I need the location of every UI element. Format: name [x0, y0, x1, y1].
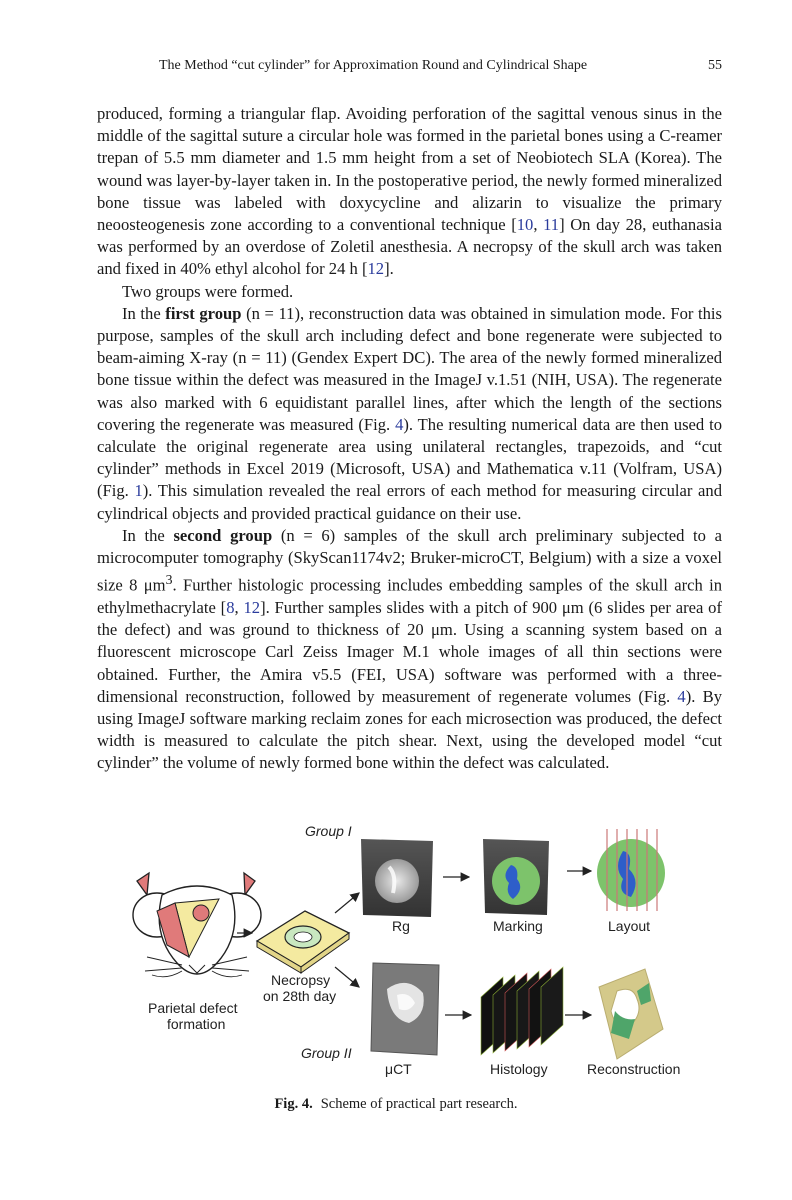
uct-label: μCT [385, 1061, 412, 1077]
uct-image [371, 963, 439, 1055]
text-run: In the [122, 303, 166, 323]
layout-label: Layout [608, 918, 651, 934]
running-header [97, 58, 722, 80]
marking-image [483, 839, 549, 915]
citation-link[interactable]: 8 [226, 598, 235, 617]
paragraph-3 [97, 303, 722, 525]
text-run: ). By using ImageJ software marking reclaim zones for each microsection was produced, the defect width is measured to calculate the pitch shear. Next, using the developed model “cut cylinder” the volume of newly formed bone within the defect was calculated. [97, 686, 722, 773]
figure-4 [97, 815, 722, 1095]
running-title: The Method “cut cylinder” for Approximation Round and Cylindrical Shape [159, 58, 588, 73]
layout-image [597, 829, 665, 911]
rat-head-illustration [133, 873, 261, 977]
page-number: 55 [708, 58, 722, 73]
caption-text: Scheme of practical part research. [320, 1096, 518, 1112]
parietal-defect-label: Parietal defect [148, 1000, 238, 1016]
bold-term: first group [165, 303, 242, 323]
figure-link[interactable]: 4 [677, 686, 686, 706]
citation-link[interactable]: 12 [367, 259, 385, 279]
text-run: , [533, 215, 544, 235]
histology-image [481, 967, 563, 1055]
scheme-diagram [97, 815, 722, 1095]
group-2-label: Group II [301, 1045, 352, 1061]
rg-xray-image [361, 839, 433, 917]
text-run: ]. [384, 259, 394, 279]
reconstruction-label: Reconstruction [587, 1061, 681, 1077]
text-run: , [234, 598, 244, 617]
arrow [335, 893, 359, 913]
necropsy-day-label: on 28th day [263, 988, 337, 1004]
group-1-label: Group I [305, 823, 352, 839]
paragraph-1 [97, 103, 722, 281]
arrow [335, 967, 359, 987]
parietal-formation-label: formation [167, 1016, 226, 1032]
rg-label: Rg [392, 918, 410, 934]
text-run: (n = 11), reconstruction data was obtained in simulation mode. For this purpose, samples of the skull arch including defect and bone regenerate were subjected to beam-aiming X-ray (n = 11) (Gendex Expert DC). The area of the newly formed mineralized bone tissue within the defect was measured in the ImageJ v.1.51 (NIH, USA). The regenerate was also marked with 6 equidistant parallel lines, after which the length of the sections covering the regenerate was measured (Fig. [97, 303, 722, 434]
body-text [97, 103, 722, 775]
paragraph-4 [97, 525, 722, 775]
figure-caption [0, 1096, 792, 1113]
citation-link[interactable]: 12 [243, 598, 261, 617]
histology-label: Histology [490, 1061, 548, 1077]
bone-flap-illustration [257, 911, 349, 973]
figure-link[interactable]: 1 [134, 481, 143, 501]
citation-link[interactable]: 11 [543, 215, 560, 235]
text-run: ]. Further samples slides with a pitch of 900 μm (6 slides per area of the defect) and was ground to thickness of 20 μm. Using a scanning system based on a fluorescent microscope Carl Zeiss Imager M.1 whole images of all thin sections were obtained. Further, the Amira v5.5 (FEI, USA) software was performed with a three-dimensional reconstruction, followed by measurement of regenerate volumes (Fig. [97, 598, 722, 706]
text-run: In the [122, 525, 174, 545]
necropsy-label: Necropsy [271, 972, 331, 988]
citation-link[interactable]: 10 [516, 215, 534, 235]
text-run: produced, forming a triangular flap. Avoiding perforation of the sagittal venous sinus in the middle of the sagittal suture a circular hole was formed in the parietal bones using a C-reamer trepan of 5.5 mm diameter and 1.5 mm height from a set of Neobiotech SLA (Korea). The wound was layer-by-layer taken in. In the postoperative period, the newly formed mineralized bone tissue was labeled with doxycycline and alizarin to visualize the primary neoosteogenesis zone according to a conventional technique [ [97, 104, 722, 235]
marking-label: Marking [493, 918, 543, 934]
caption-label: Fig. 4. [274, 1096, 313, 1112]
superscript: 3 [165, 572, 173, 588]
text-run: ). This simulation revealed the real errors of each method for measuring circular and cylindrical objects and provided practical guidance on their use. [97, 481, 722, 523]
text-run: ] On day 28, euthanasia was performed by an overdose of Zoletil anesthesia. A necropsy of the skull arch was taken and fixed in 40% ethyl alcohol for 24 h [ [97, 215, 722, 279]
text-run: . Further histologic processing includes embedding samples of the skull arch in ethylmethacrylate [ [97, 575, 722, 617]
text-run: ). The resulting numerical data are then used to calculate the original regenerate area using unilateral rectangles, trapezoids, and “cut cylinder” methods in Excel 2019 (Microsoft, USA) and Mathematica v.11 (Volfram, USA) (Fig. [97, 414, 722, 501]
text-run: (n = 6) samples of the skull arch preliminary subjected to a microcomputer tomography (SkyScan1174v2; Bruker-microCT, Belgium) with a size a voxel size 8 μm [97, 525, 722, 595]
paragraph-2: Two groups were formed. [122, 281, 294, 301]
bold-term: second group [173, 525, 273, 545]
figure-link[interactable]: 4 [395, 414, 404, 434]
reconstruction-image [599, 969, 663, 1059]
